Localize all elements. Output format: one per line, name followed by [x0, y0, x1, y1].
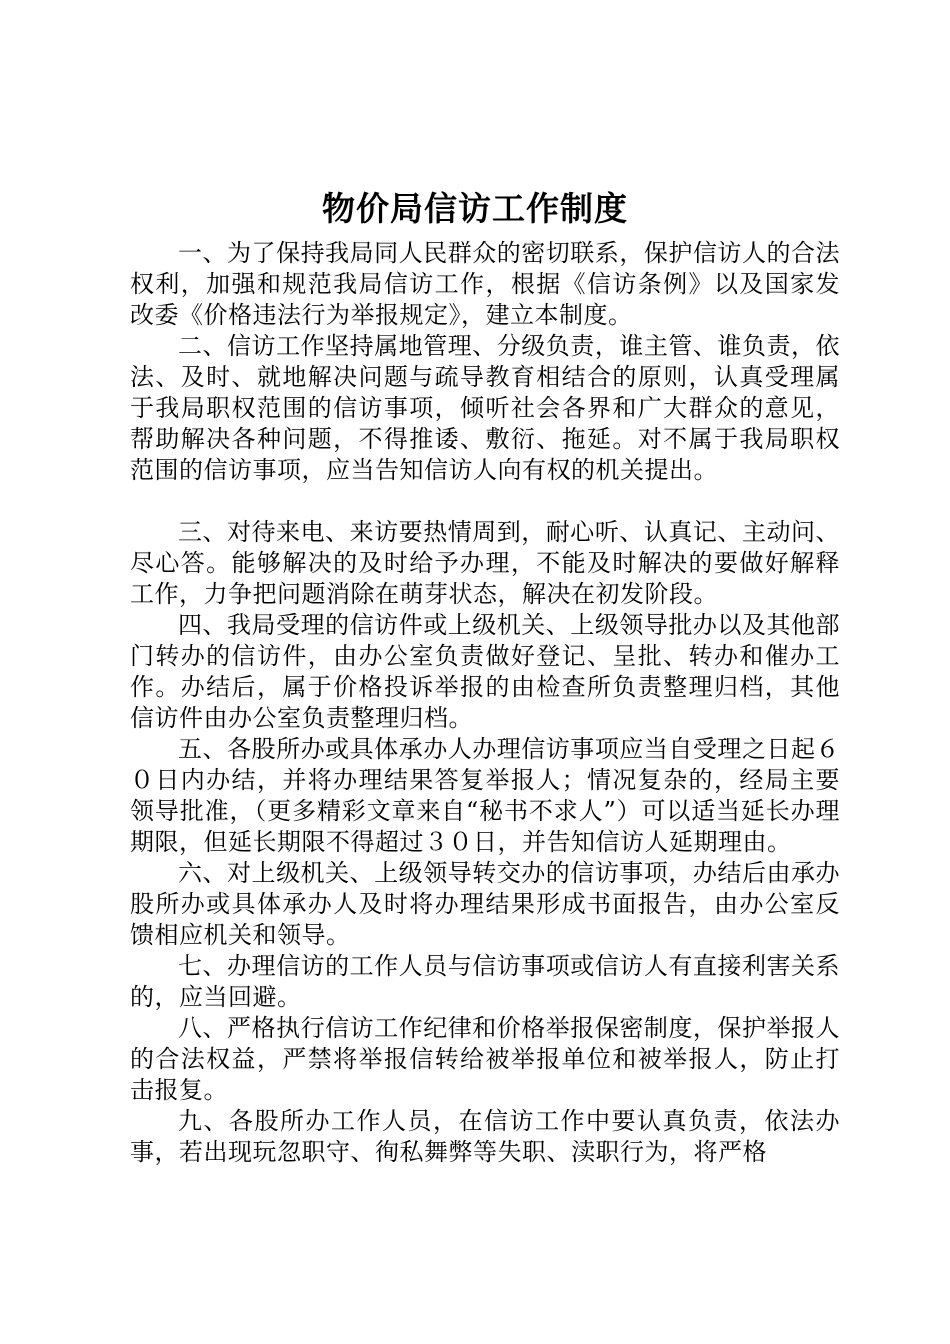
paragraph-7: 七、办理信访的工作人员与信访事项或信访人有直接利害关系的，应当回避。: [130, 952, 840, 1011]
paragraph-3: 三、对待来电、来访要热情周到，耐心听、认真记、主动问、尽心答。能够解决的及时给予办理，不能及时解决的要做好解释工作，力争把问题消除在萌芽状态，解决在初发阶段。: [130, 518, 840, 608]
document-body: [130, 238, 840, 1168]
paragraph-5: 五、各股所办或具体承办人办理信访事项应当自受理之日起６０日内办结，并将办理结果答复举报人；情况复杂的，经局主要领导批准，（更多精彩文章来自“秘书不求人”）可以适当延长办理期限，但延长期限不得超过３０日，并告知信访人延期理由。: [130, 735, 840, 856]
paragraph-4: 四、我局受理的信访件或上级机关、上级领导批办以及其他部门转办的信访件，由办公室负责做好登记、呈批、转办和催办工作。办结后，属于价格投诉举报的由检查所负责整理归档，其他信访件由办公室负责整理归档。: [130, 611, 840, 732]
paragraph-2: 二、信访工作坚持属地管理、分级负责，谁主管、谁负责，依法、及时、就地解决问题与疏导教育相结合的原则，认真受理属于我局职权范围的信访事项，倾听社会各界和广大群众的意见，帮助解决各种问题，不得推诿、敷衍、拖延。对不属于我局职权范围的信访事项，应当告知信访人向有权的机关提出。: [130, 332, 840, 484]
paragraph-6: 六、对上级机关、上级领导转交办的信访事项，办结后由承办股所办或具体承办人及时将办理结果形成书面报告，由办公室反馈相应机关和领导。: [130, 859, 840, 949]
document-title: 物价局信访工作制度: [322, 189, 628, 228]
paragraph-1: 一、为了保持我局同人民群众的密切联系，保护信访人的合法权利，加强和规范我局信访工作，根据《信访条例》以及国家发改委《价格违法行为举报规定》，建立本制度。: [130, 239, 840, 329]
paragraph-8: 八、严格执行信访工作纪律和价格举报保密制度，保护举报人的合法权益，严禁将举报信转给被举报单位和被举报人，防止打击报复。: [130, 1014, 840, 1104]
paragraph-9: 九、各股所办工作人员，在信访工作中要认真负责，依法办事，若出现玩忽职守、徇私舞弊等失职、渎职行为，将严格: [130, 1107, 840, 1166]
